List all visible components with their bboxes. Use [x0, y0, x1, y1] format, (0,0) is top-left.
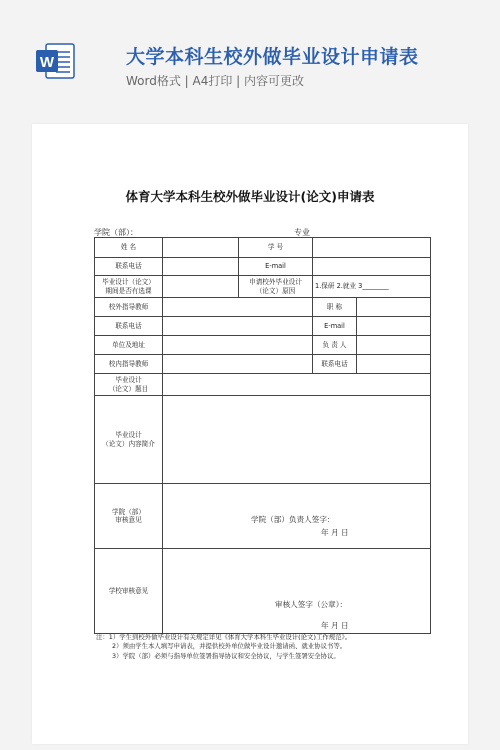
reason-options[interactable]: 1.保研 2.就业 3________	[313, 276, 431, 298]
external-email-label: E-mail	[313, 317, 357, 336]
table-row	[95, 549, 431, 634]
course-question-cell[interactable]	[163, 276, 239, 298]
topic-title-label: 毕业设计 （论文）题目	[95, 374, 163, 396]
external-teacher-cell[interactable]	[163, 298, 313, 317]
college-label: 学院（部）：	[94, 228, 138, 237]
topic-title-cell[interactable]	[163, 374, 431, 396]
job-title-label: 职 称	[313, 298, 357, 317]
table-row	[95, 336, 431, 355]
person-in-charge-label: 负 责 人	[313, 336, 357, 355]
document-page	[32, 124, 468, 744]
external-email-cell[interactable]	[357, 317, 431, 336]
note-line: 3）学院（部）必须与指导单位签署指导协议和安全协议，与学生签署安全协议。	[112, 651, 340, 660]
table-row	[95, 355, 431, 374]
table-row	[95, 276, 431, 298]
college-date-label: 年 月 日	[321, 528, 349, 537]
internal-phone-label: 联系电话	[313, 355, 357, 374]
internal-phone-cell[interactable]	[357, 355, 431, 374]
unit-address-cell[interactable]	[163, 336, 313, 355]
school-date-label: 年 月 日	[321, 621, 349, 630]
major-label: 专业	[294, 228, 310, 237]
page-title: 大学本科生校外做毕业设计申请表	[126, 46, 419, 68]
internal-teacher-label: 校内指导教师	[95, 355, 163, 374]
college-signature-label: 学院（部）负责人签字：	[251, 515, 335, 524]
content-summary-cell[interactable]	[163, 396, 431, 484]
table-row	[95, 396, 431, 484]
table-row	[95, 374, 431, 396]
reason-label: 申请校外毕业设计 （论文）原因	[239, 276, 313, 298]
email-cell[interactable]	[313, 258, 431, 276]
internal-teacher-cell[interactable]	[163, 355, 313, 374]
table-row	[95, 484, 431, 549]
page-header	[0, 0, 500, 110]
school-opinion-label: 学校审核意见	[95, 549, 163, 634]
external-teacher-label: 校外指导教师	[95, 298, 163, 317]
name-cell[interactable]	[163, 238, 239, 258]
word-document-icon	[34, 40, 76, 82]
svg-text:W: W	[39, 54, 55, 71]
person-in-charge-cell[interactable]	[357, 336, 431, 355]
table-row	[95, 317, 431, 336]
phone-cell[interactable]	[163, 258, 239, 276]
content-summary-label: 毕业设计 （论文）内容简介	[95, 396, 163, 484]
course-question-label: 毕业设计（论文） 期间是否有选课	[95, 276, 163, 298]
phone-label: 联系电话	[95, 258, 163, 276]
page-subtitle: Word格式 | A4打印 | 内容可更改	[126, 74, 305, 88]
name-label: 姓 名	[95, 238, 163, 258]
application-form-table	[94, 237, 431, 634]
note-line: 注：1）学生到校外做毕业设计有关规定详见《体育大学本科生毕业设计(论文)工作规范》。	[96, 633, 352, 641]
note-line: 2）须由学生本人填写申请表，并提供校外单位做毕业设计邀请函、就业协议书等。	[112, 642, 347, 651]
student-id-label: 学 号	[239, 238, 313, 258]
unit-address-label: 单位及地址	[95, 336, 163, 355]
email-label: E-mail	[239, 258, 313, 276]
college-opinion-cell[interactable]	[163, 484, 431, 549]
table-row	[95, 298, 431, 317]
table-row	[95, 258, 431, 276]
student-id-cell[interactable]	[313, 238, 431, 258]
school-signature-label: 审核人签字（公章）：	[275, 600, 348, 609]
college-opinion-label: 学院（部） 审核意见	[95, 484, 163, 549]
job-title-cell[interactable]	[357, 298, 431, 317]
table-row	[95, 238, 431, 258]
external-phone-cell[interactable]	[163, 317, 313, 336]
school-opinion-cell[interactable]	[163, 549, 431, 634]
external-phone-label: 联系电话	[95, 317, 163, 336]
document-title: 体育大学本科生校外做毕业设计(论文)申请表	[125, 189, 375, 204]
form-notes	[96, 633, 436, 661]
